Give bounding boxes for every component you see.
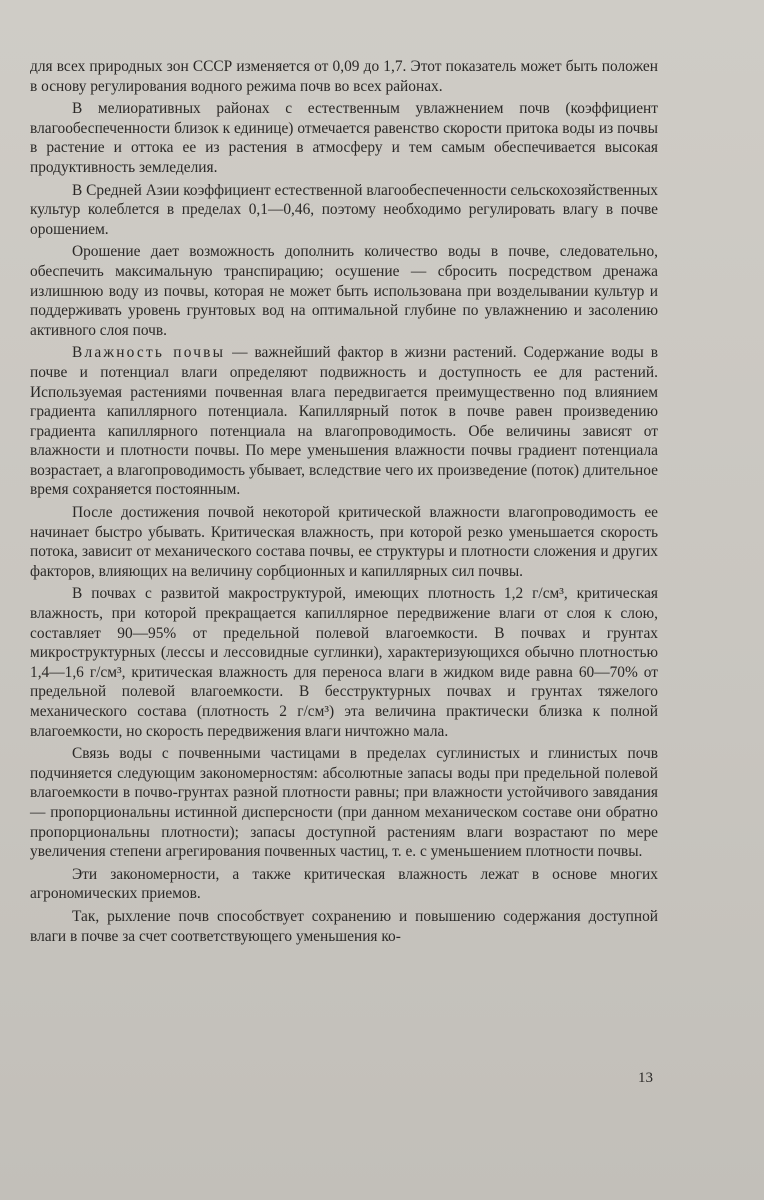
paragraph-8: Связь воды с почвенными частицами в пределах суглинистых и глинистых почв подчиняется следующим закономерностям: абсолютные запасы воды при предельной полевой влагоемкости в почво-грунтах разной плотности равны; при влажности устойчивого завядания — пропорциональны истинной дисперсности (при данном механическом составе они обратно пропорциональны плотности); запасы доступной растениям влаги возрастают по мере увеличения степени агрегирования почвенных частиц, т. е. с уменьшением плотности почвы. <box>30 745 658 861</box>
paragraph-2: В мелиоративных районах с естественным увлажнением почв (коэффициент влагообеспеченности близок к единице) отмечается равенство скорости притока воды из почвы в растение и оттока ее из растения в атмосферу и тем самым обеспечивается высокая продуктивность земледелия. <box>30 100 658 176</box>
paragraph-10: Так, рыхление почв способствует сохранению и повышению содержания доступной влаги в почве за счет соответствующего уменьшения ко- <box>30 907 658 945</box>
paragraph-5 <box>30 343 658 500</box>
body-text <box>30 57 658 949</box>
paragraph-5-lead: Влажность почвы <box>72 344 226 362</box>
paragraph-7: В почвах с развитой макроструктурой, имеющих плотность 1,2 г/см³, критическая влажность, при которой прекращается капиллярное передвижение влаги от слоя к слою, составляет 90—95% от предельной полевой влагоемкости. В почвах и грунтах микроструктурных (лессы и лессовидные суглинки), характеризующихся обычно плотностью 1,4—1,6 г/см³, критическая влажность для переноса влаги в жидком виде равна 60—70% от предельной полевой влагоемкости. В бесструктурных почвах и грунтах тяжелого механического состава (плотность 2 г/см³) эта величина практически близка к полной влагоемкости, но скорость передвижения влаги ничтожно мала. <box>30 585 658 740</box>
paragraph-9: Эти закономерности, а также критическая влажность лежат в основе многих агрономических приемов. <box>30 865 658 903</box>
page-number: 13 <box>638 1070 653 1086</box>
paragraph-1: для всех природных зон СССР изменяется от 0,09 до 1,7. Этот показатель может быть положен в основу регулирования водного режима почв во всех районах. <box>30 58 658 95</box>
paragraph-6: После достижения почвой некоторой критической влажности влагопроводимость ее начинает быстро убывать. Критическая влажность, при которой резко уменьшается скорость потока, зависит от механического состава почвы, ее структуры и плотности сложения и других факторов, влияющих на величину сорбционных и капиллярных сил почвы. <box>30 504 658 580</box>
paragraph-5-text: — важнейший фактор в жизни растений. Содержание воды в почве и потенциал влаги определяют подвижность и доступность ее для растений. Используемая растениями почвенная влага передвигается преимущественно под влиянием градиента капиллярного потенциала. Капиллярный поток в почве равен произведению градиента капиллярного потенциала на влагопроводимость. Обе величины зависят от влажности и плотности почвы. По мере уменьшения влажности почвы градиент потенциала возрастает, а влагопроводимость убывает, вследствие чего их произведение (поток) длительное время сохраняется постоянным. <box>30 344 659 499</box>
paragraph-4: Орошение дает возможность дополнить количество воды в почве, следовательно, обеспечить максимальную транспирацию; осушение — сбросить посредством дренажа излишнюю воду из почвы, которая не может быть использована при возделывании культур и поддерживать уровень грунтовых вод на оптимальной глубине по увлажнению и засолению активного слоя почв. <box>30 243 658 339</box>
paragraph-3: В Средней Азии коэффициент естественной влагообеспеченности сельскохозяйственных культур колеблется в пределах 0,1—0,46, поэтому необходимо регулировать влагу в почве орошением. <box>30 181 658 238</box>
